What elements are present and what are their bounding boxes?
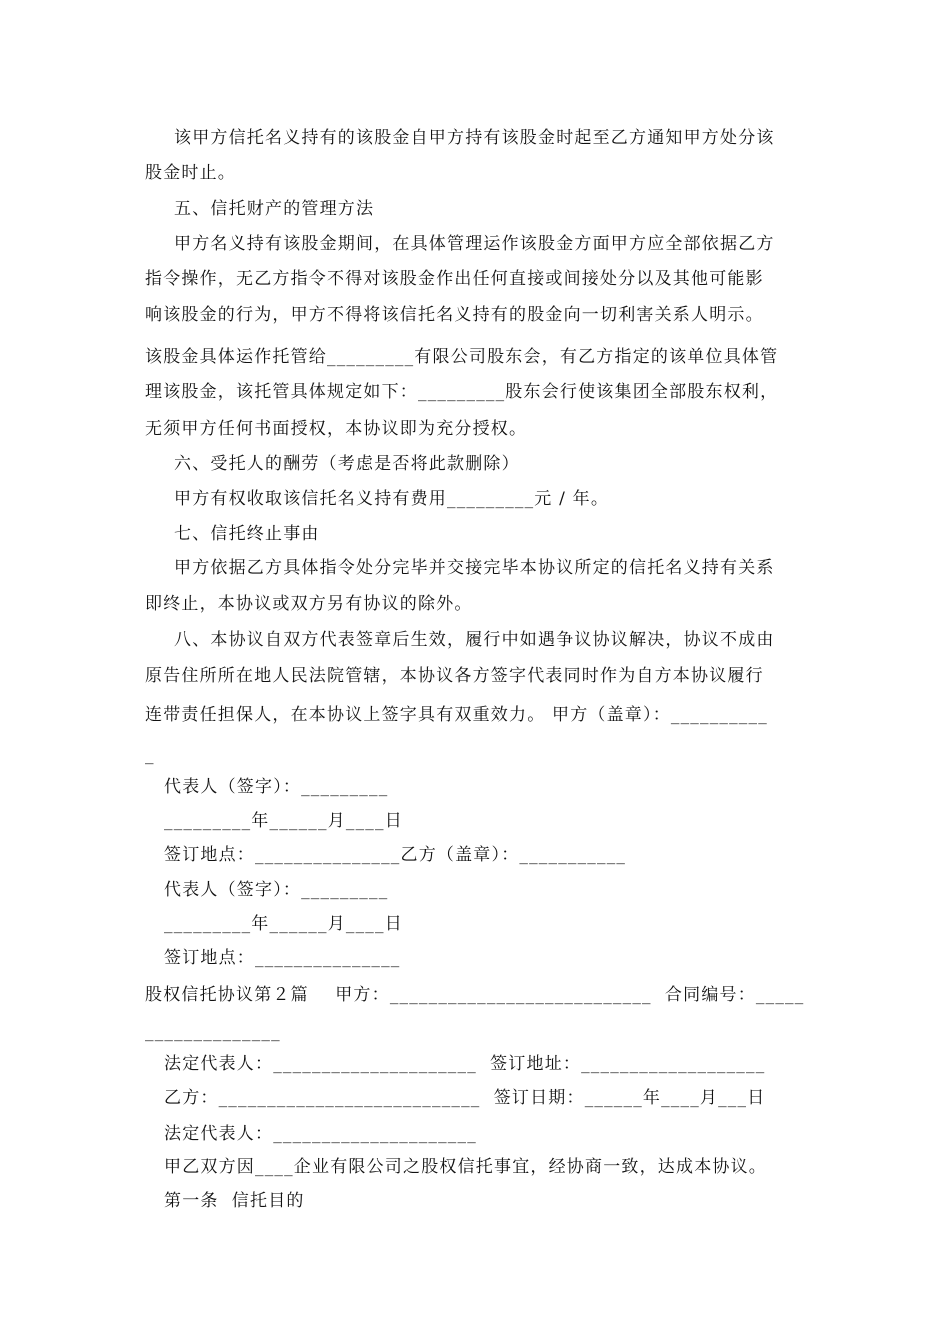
text-line: 甲乙双方因____企业有限公司之股权信托事宜，经协商一致，达成本协议。 xyxy=(164,1157,767,1177)
text-line: 该股金具体运作托管给_________有限公司股东会，有乙方指定的该单位具体管 xyxy=(145,347,779,367)
text-line: 即终止，本协议或双方另有协议的除外。 xyxy=(145,594,473,614)
text-line: 连带责任担保人，在本协议上签字具有双重效力。 甲方（盖章）：__________ xyxy=(145,705,768,725)
text-line: 八、本协议自双方代表签章后生效，履行中如遇争议协议解决，协议不成由 xyxy=(174,630,775,650)
signature-field: 签订地点：_______________乙方（盖章）：___________ xyxy=(164,845,627,865)
text-line: 无须甲方任何书面授权，本协议即为充分授权。 xyxy=(145,419,528,439)
text-line: 指令操作，无乙方指令不得对该股金作出任何直接或间接处分以及其他可能影 xyxy=(145,269,764,289)
text-line: ______________ xyxy=(145,1022,281,1042)
text-line: 响该股金的行为，甲方不得将该信托名义持有的股金向一切利害关系人明示。 xyxy=(145,305,764,325)
text-line: 股金时止。 xyxy=(145,163,236,183)
section-heading: 五、信托财产的管理方法 xyxy=(174,199,375,219)
party-field: 乙方：___________________________ 签订日期：______年____月___日 xyxy=(164,1088,766,1108)
document-title-line: 股权信托协议第２篇 甲方：___________________________ 合同编号：_____ xyxy=(145,985,805,1005)
section-heading: 六、受托人的酬劳（考虑是否将此款删除） xyxy=(174,454,520,474)
article-heading: 第一条 信托目的 xyxy=(164,1191,305,1211)
text-line: 理该股金，该托管具体规定如下：_________股东会行使该集团全部股东权利， xyxy=(145,382,779,402)
party-field: 法定代表人：_____________________ xyxy=(164,1124,477,1144)
text-line: 甲方有权收取该信托名义持有费用_________元 / 年。 xyxy=(174,489,610,509)
text-line: 该甲方信托名义持有的该股金自甲方持有该股金时起至乙方通知甲方处分该 xyxy=(174,128,775,148)
text-line: 原告住所所在地人民法院管辖，本协议各方签字代表同时作为自方本协议履行 xyxy=(145,666,764,686)
section-heading: 七、信托终止事由 xyxy=(174,524,320,544)
signature-field: 代表人（签字）：_________ xyxy=(164,880,389,900)
text-line: 甲方依据乙方具体指令处分完毕并交接完毕本协议所定的信托名义持有关系 xyxy=(174,558,775,578)
text-line: _ xyxy=(145,745,155,765)
date-field: _________年______月____日 xyxy=(164,914,403,934)
signature-field: 代表人（签字）：_________ xyxy=(164,777,389,797)
party-field: 法定代表人：_____________________ 签订地址：___________________ xyxy=(164,1054,766,1074)
date-field: _________年______月____日 xyxy=(164,811,403,831)
text-line: 甲方名义持有该股金期间，在具体管理运作该股金方面甲方应全部依据乙方 xyxy=(174,234,775,254)
signature-field: 签订地点：_______________ xyxy=(164,948,401,968)
